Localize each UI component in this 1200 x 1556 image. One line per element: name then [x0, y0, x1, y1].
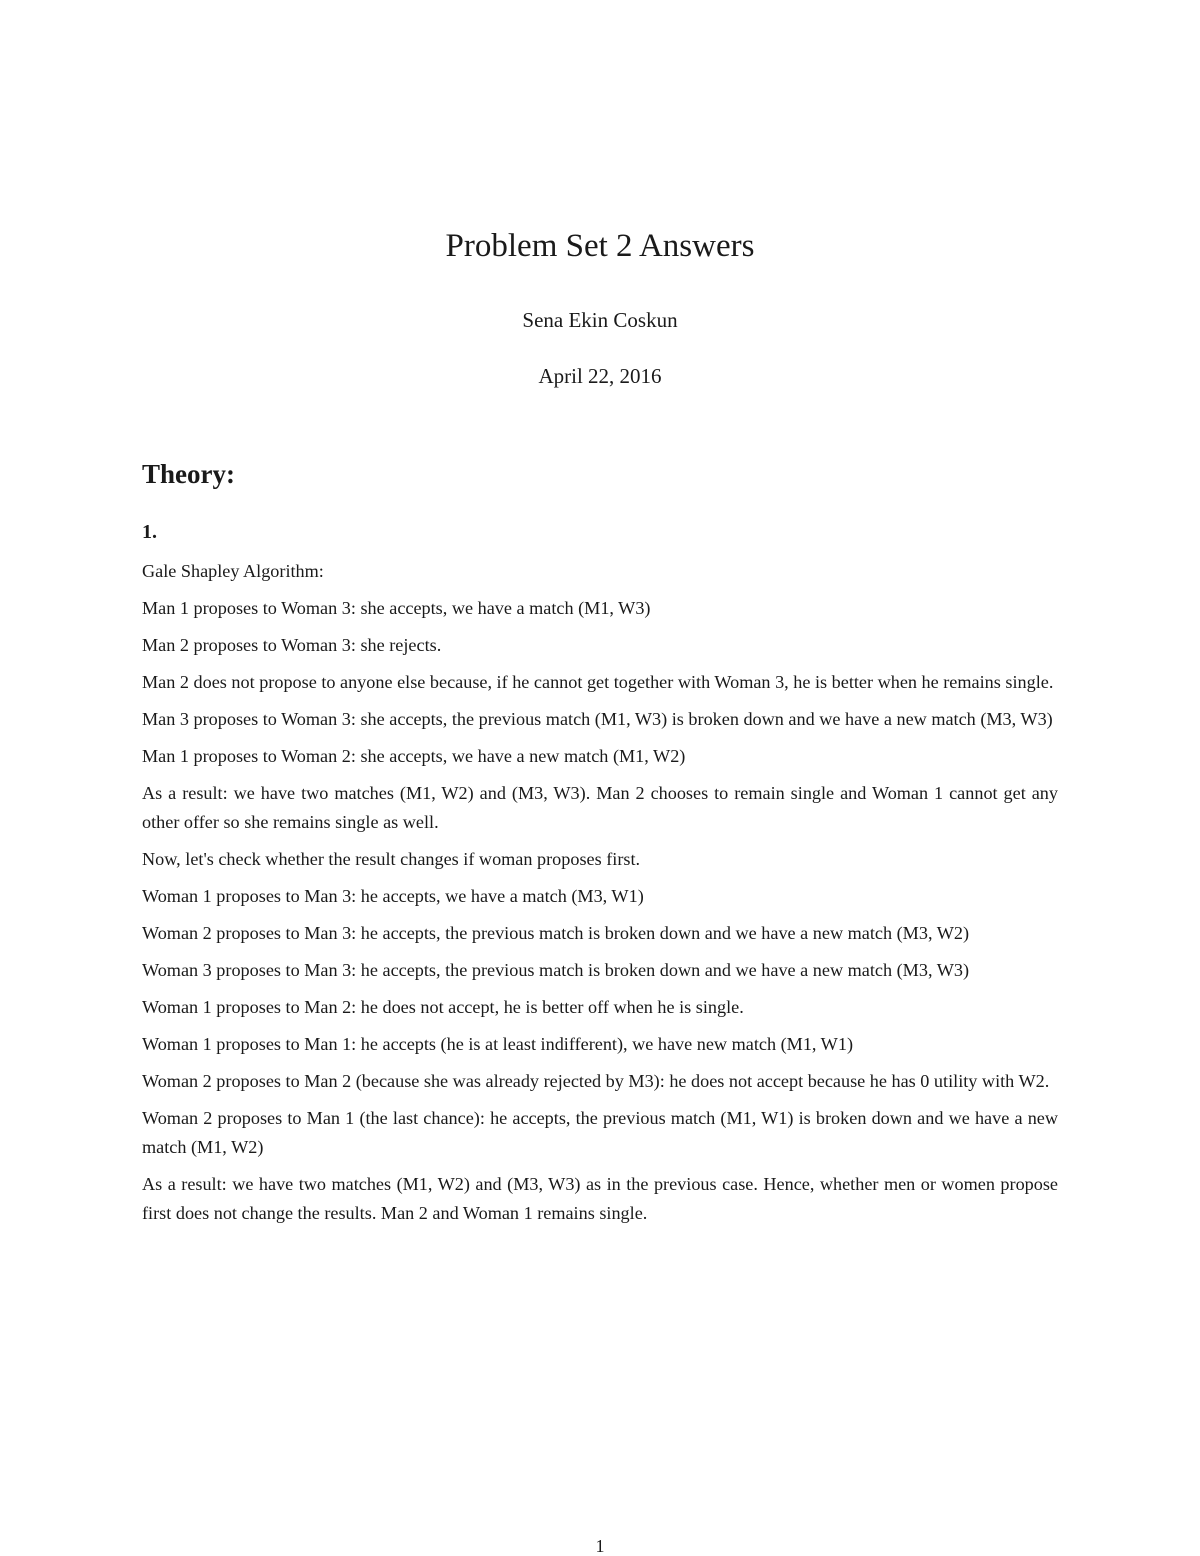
document-title: Problem Set 2 Answers	[445, 228, 755, 264]
paragraph: Man 1 proposes to Woman 2: she accepts, we have a new match (M1, W2)	[142, 746, 686, 766]
paragraph: Man 1 proposes to Woman 3: she accepts, we have a match (M1, W3)	[142, 598, 651, 618]
paragraph: Gale Shapley Algorithm:	[142, 561, 324, 581]
paragraph: Woman 1 proposes to Man 2: he does not accept, he is better off when he is single.	[142, 997, 744, 1017]
section-heading-theory: Theory:	[142, 459, 235, 489]
paragraph: Man 3 proposes to Woman 3: she accepts, the previous match (M1, W3) is broken down and we have a new match (M3, W3)	[142, 709, 1053, 729]
paragraph: Man 2 proposes to Woman 3: she rejects.	[142, 635, 442, 655]
paragraph: As a result: we have two matches (M1, W2) and (M3, W3) as in the previous case. Hence, whether men or women propose first does not change the results. Man 2 and Woman 1 remains single.	[142, 1174, 1058, 1223]
paragraph: Woman 2 proposes to Man 1 (the last chance): he accepts, the previous match (M1, W1) is broken down and we have a new match (M1, W2)	[142, 1108, 1058, 1157]
paragraph: Woman 1 proposes to Man 1: he accepts (he is at least indifferent), we have new match (M1, W1)	[142, 1034, 853, 1054]
paragraph: Now, let's check whether the result changes if woman proposes first.	[142, 849, 641, 869]
paragraph: Woman 2 proposes to Man 3: he accepts, the previous match is broken down and we have a new match (M3, W2)	[142, 923, 970, 943]
paragraph: Woman 1 proposes to Man 3: he accepts, we have a match (M3, W1)	[142, 886, 644, 906]
paragraph: Man 2 does not propose to anyone else because, if he cannot get together with Woman 3, he is better when he remains single.	[142, 672, 1054, 692]
body-text	[142, 557, 1058, 1236]
paragraph: Woman 3 proposes to Man 3: he accepts, the previous match is broken down and we have a new match (M3, W3)	[142, 960, 970, 980]
subsection-heading-1: 1.	[142, 521, 157, 543]
paragraph: Woman 2 proposes to Man 2 (because she was already rejected by M3): he does not accept because he has 0 utility with W2.	[142, 1071, 1050, 1091]
paragraph: As a result: we have two matches (M1, W2) and (M3, W3). Man 2 chooses to remain single and Woman 1 cannot get any other offer so she remains single as well.	[142, 783, 1058, 832]
page-number: 1	[595, 1536, 605, 1556]
author-name: Sena Ekin Coskun	[522, 308, 678, 332]
document-date: April 22, 2016	[538, 364, 662, 388]
